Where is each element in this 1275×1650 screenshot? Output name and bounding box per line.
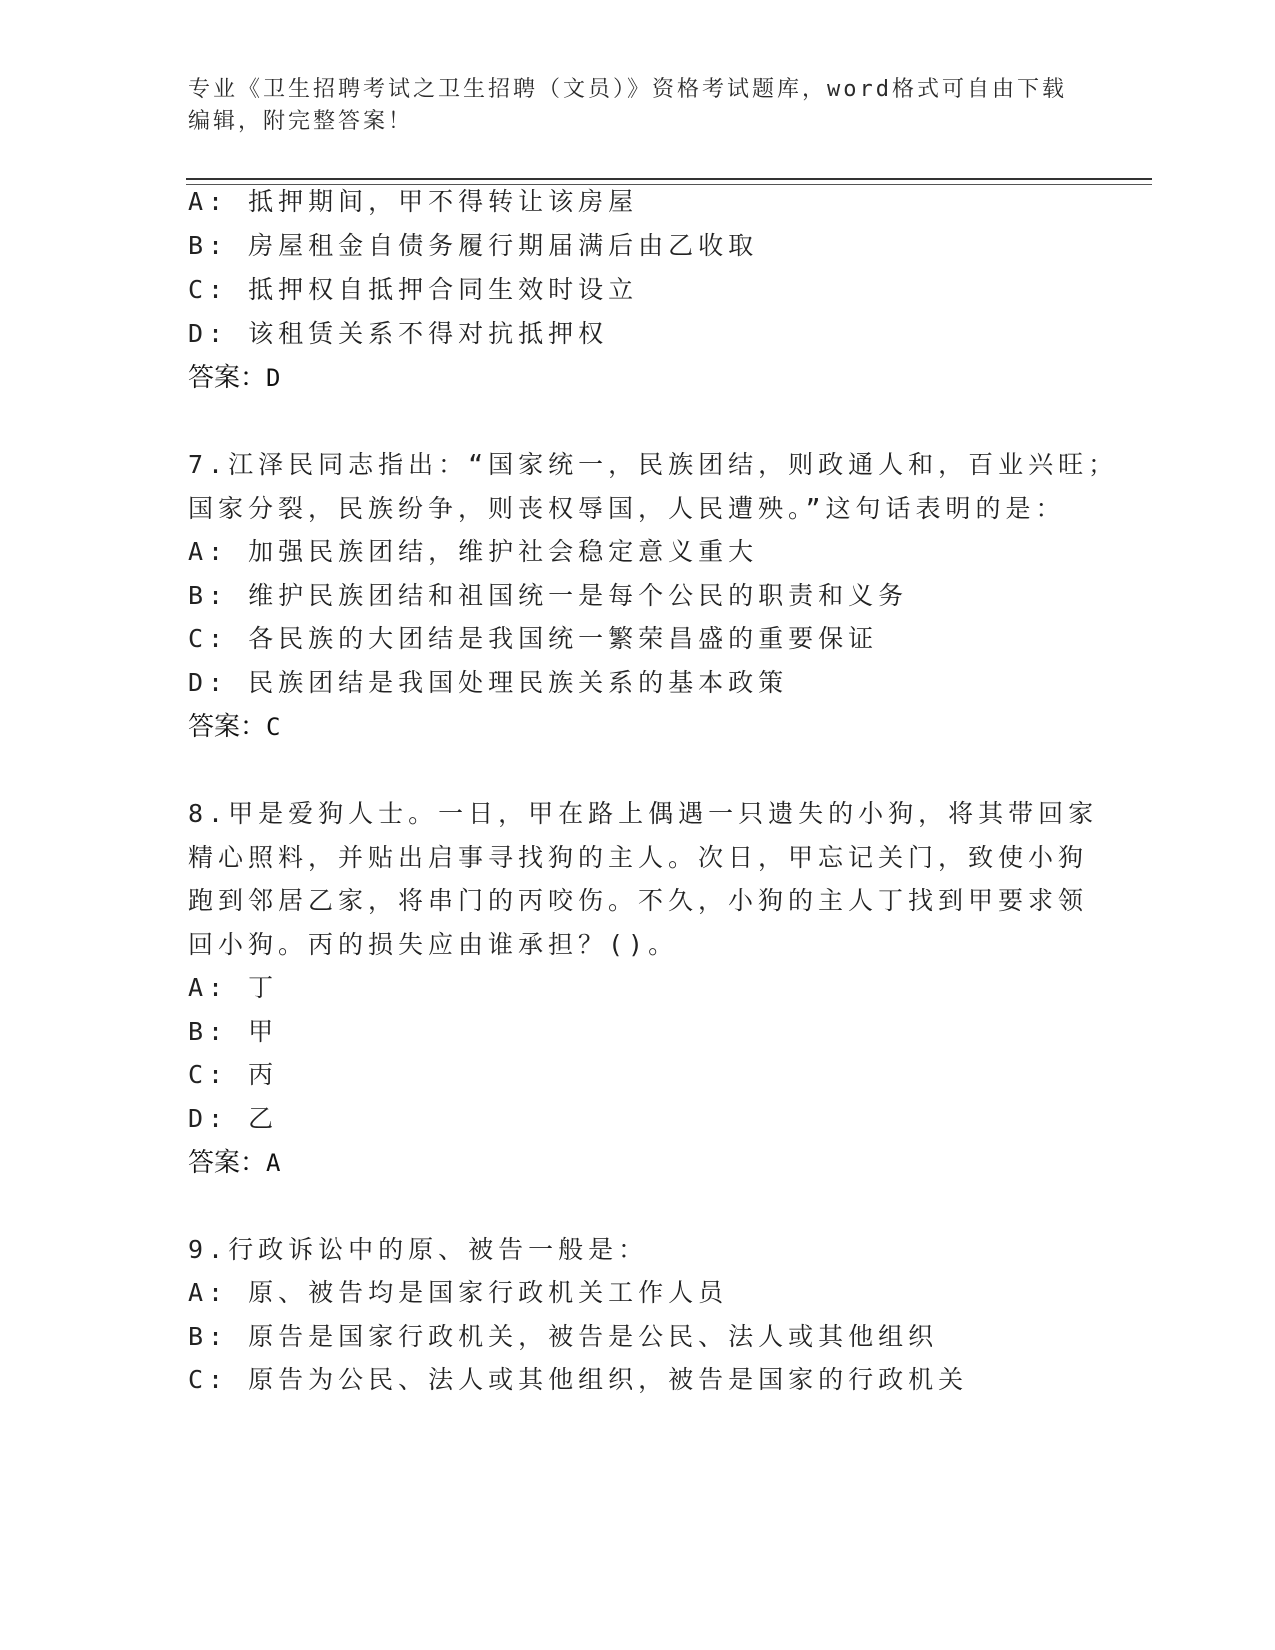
q8-stem-line-2: 精心照料，并贴出启事寻找狗的主人。次日，甲忘记关门，致使小狗 — [188, 843, 1089, 872]
q9-option-c: C: 原告为公民、法人或其他组织，被告是国家的行政机关 — [188, 1365, 969, 1394]
q8-stem-line-3: 跑到邻居乙家，将串门的丙咬伤。不久，小狗的主人丁找到甲要求领 — [188, 886, 1089, 915]
answer-value: C — [266, 713, 281, 741]
q9-stem-line-1: 9.行政诉讼中的原、被告一般是： — [188, 1235, 649, 1264]
header-divider-thin — [186, 184, 1152, 185]
header-line-2: 编辑，附完整答案！ — [188, 109, 414, 134]
q9-option-b: B: 原告是国家行政机关，被告是公民、法人或其他组织 — [188, 1322, 939, 1351]
q8-option-c: C: 丙 — [188, 1060, 279, 1089]
q6-option-d: D: 该租赁关系不得对抗抵押权 — [188, 319, 609, 348]
q8-option-d: D: 乙 — [188, 1104, 279, 1133]
q6-option-a: A: 抵押期间，甲不得转让该房屋 — [188, 187, 639, 216]
answer-label: 答案： — [188, 1148, 267, 1178]
header-line-1: 专业《卫生招聘考试之卫生招聘（文员）》资格考试题库，word格式可自由下载 — [188, 77, 1067, 102]
q8-answer — [188, 1147, 280, 1179]
q8-stem-line-1: 8.甲是爱狗人士。一日，甲在路上偶遇一只遗失的小狗，将其带回家 — [188, 799, 1099, 828]
q8-stem-line-4: 回小狗。丙的损失应由谁承担？()。 — [188, 930, 679, 959]
q7-option-b: B: 维护民族团结和祖国统一是每个公民的职责和义务 — [188, 581, 909, 610]
answer-value: D — [266, 364, 281, 392]
answer-label: 答案： — [188, 363, 267, 393]
document-header — [188, 74, 1088, 138]
answer-label: 答案： — [188, 712, 267, 742]
q7-stem-line-1: 7.江泽民同志指出：“国家统一，民族团结，则政通人和，百业兴旺； — [188, 450, 1119, 479]
q6-option-b: B: 房屋租金自债务履行期届满后由乙收取 — [188, 231, 759, 260]
q7-option-a: A: 加强民族团结，维护社会稳定意义重大 — [188, 537, 759, 566]
q8-option-a: A: 丁 — [188, 973, 279, 1002]
answer-value: A — [266, 1149, 281, 1177]
q7-stem-line-2: 国家分裂，民族纷争，则丧权辱国，人民遭殃。”这句话表明的是： — [188, 494, 1066, 523]
q9-option-a: A: 原、被告均是国家行政机关工作人员 — [188, 1278, 729, 1307]
q7-option-c: C: 各民族的大团结是我国统一繁荣昌盛的重要保证 — [188, 624, 879, 653]
q8-option-b: B: 甲 — [188, 1017, 279, 1046]
q7-answer — [188, 711, 280, 743]
q6-answer — [188, 362, 280, 394]
q7-option-d: D: 民族团结是我国处理民族关系的基本政策 — [188, 668, 789, 697]
header-divider-thick — [186, 178, 1152, 180]
q6-option-c: C: 抵押权自抵押合同生效时设立 — [188, 275, 639, 304]
